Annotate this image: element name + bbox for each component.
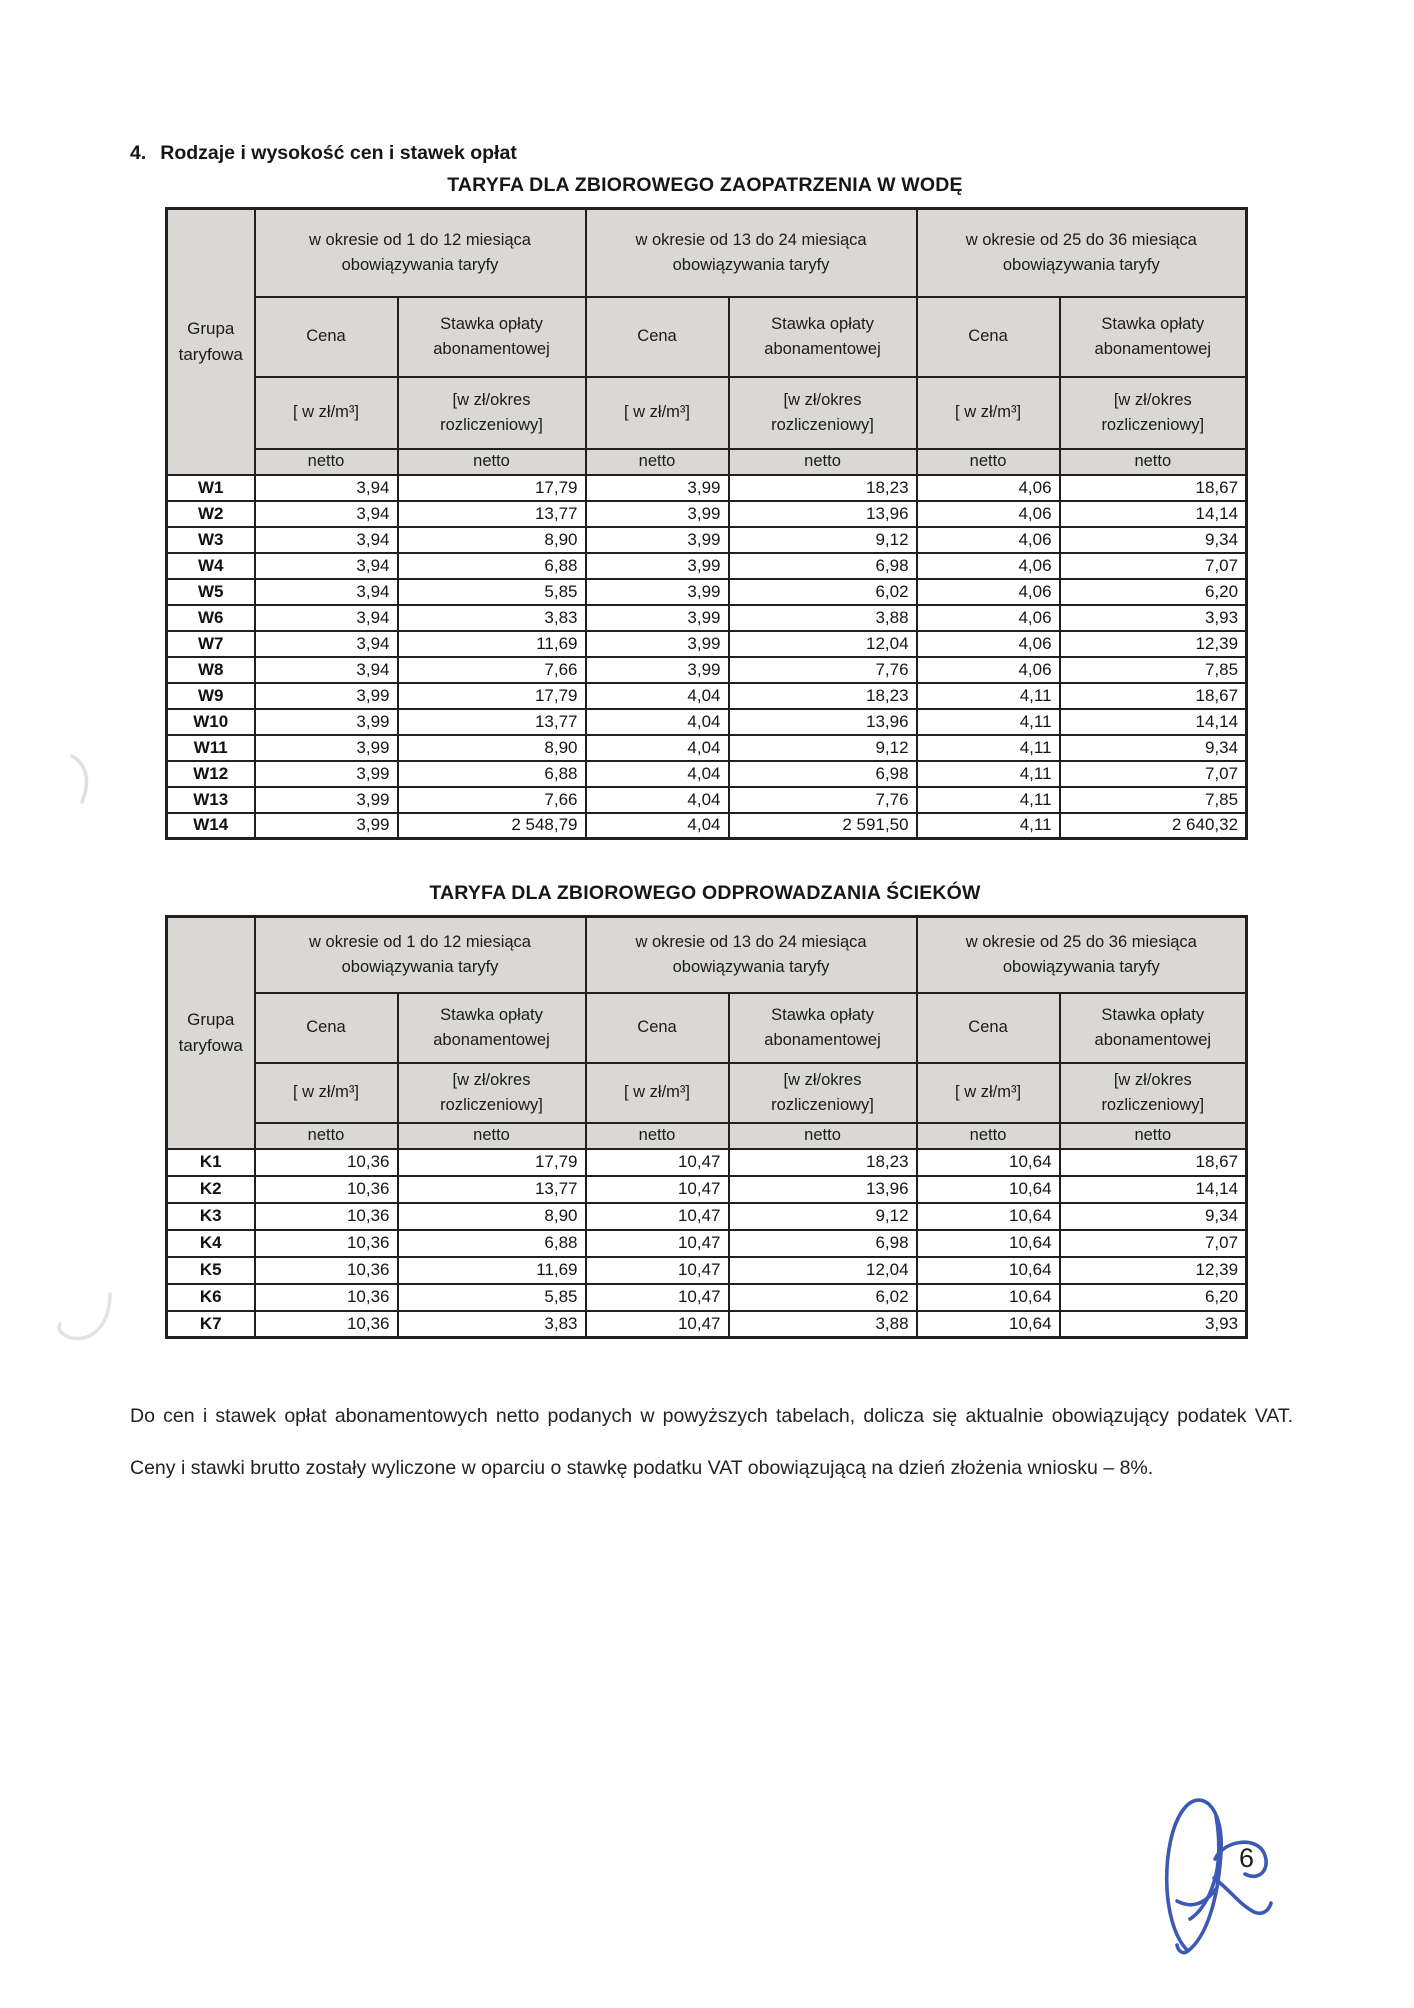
netto-label: netto (1060, 449, 1247, 475)
tariff-group-cell: W1 (167, 475, 255, 501)
water-table-body (167, 475, 1247, 839)
value-cell: 6,20 (1060, 579, 1247, 605)
value-cell: 3,83 (398, 605, 586, 631)
value-cell: 10,47 (586, 1176, 729, 1203)
tariff-group-cell: K4 (167, 1230, 255, 1257)
netto-label: netto (398, 449, 586, 475)
tariff-group-cell: W9 (167, 683, 255, 709)
fee-unit: [w zł/okres rozliczeniowy] (729, 377, 917, 449)
value-cell: 3,94 (255, 501, 398, 527)
fee-header: Stawka opłaty abonamentowej (729, 297, 917, 377)
fee-header: Stawka opłaty abonamentowej (398, 993, 586, 1063)
value-cell: 4,06 (917, 579, 1060, 605)
value-cell: 3,99 (255, 813, 398, 839)
price-header: Cena (586, 993, 729, 1063)
value-cell: 18,67 (1060, 1149, 1247, 1176)
value-cell: 4,11 (917, 735, 1060, 761)
value-cell: 14,14 (1060, 709, 1247, 735)
period-2-header: w okresie od 13 do 24 miesiąca obowiązywania taryfy (586, 917, 917, 993)
value-cell: 12,04 (729, 1257, 917, 1284)
netto-label: netto (255, 449, 398, 475)
table-row (167, 787, 1247, 813)
value-cell: 10,36 (255, 1149, 398, 1176)
section-title: Rodzaje i wysokość cen i stawek opłat (160, 142, 517, 164)
value-cell: 8,90 (398, 735, 586, 761)
tariff-group-cell: W5 (167, 579, 255, 605)
fee-header: Stawka opłaty abonamentowej (1060, 297, 1247, 377)
fee-header: Stawka opłaty abonamentowej (1060, 993, 1247, 1063)
tariff-group-cell: K5 (167, 1257, 255, 1284)
value-cell: 10,64 (917, 1203, 1060, 1230)
value-cell: 4,04 (586, 735, 729, 761)
value-cell: 10,36 (255, 1311, 398, 1338)
value-cell: 9,34 (1060, 735, 1247, 761)
value-cell: 4,06 (917, 605, 1060, 631)
value-cell: 7,66 (398, 657, 586, 683)
value-cell: 6,88 (398, 761, 586, 787)
period-1-header: w okresie od 1 do 12 miesiąca obowiązywania taryfy (255, 209, 586, 297)
value-cell: 3,88 (729, 1311, 917, 1338)
value-cell: 6,20 (1060, 1284, 1247, 1311)
table-row (167, 761, 1247, 787)
value-cell: 11,69 (398, 1257, 586, 1284)
netto-label: netto (729, 1123, 917, 1149)
value-cell: 5,85 (398, 579, 586, 605)
value-cell: 3,94 (255, 527, 398, 553)
tariff-group-cell: W3 (167, 527, 255, 553)
table-row (167, 735, 1247, 761)
value-cell: 4,11 (917, 813, 1060, 839)
table-row (167, 579, 1247, 605)
price-unit: [ w zł/m³] (586, 377, 729, 449)
value-cell: 4,06 (917, 527, 1060, 553)
value-cell: 6,02 (729, 1284, 917, 1311)
group-column-header: Grupa taryfowa (167, 917, 255, 1149)
fee-unit: [w zł/okres rozliczeniowy] (1060, 1063, 1247, 1123)
netto-label: netto (255, 1123, 398, 1149)
value-cell: 7,07 (1060, 1230, 1247, 1257)
value-cell: 4,04 (586, 813, 729, 839)
water-table-title: TARYFA DLA ZBIOROWEGO ZAOPATRZENIA W WODĘ (447, 174, 963, 196)
value-cell: 3,99 (255, 709, 398, 735)
tariff-group-cell: W7 (167, 631, 255, 657)
value-cell: 12,39 (1060, 1257, 1247, 1284)
value-cell: 3,93 (1060, 605, 1247, 631)
value-cell: 9,12 (729, 1203, 917, 1230)
value-cell: 13,96 (729, 501, 917, 527)
value-cell: 6,98 (729, 1230, 917, 1257)
netto-label: netto (586, 449, 729, 475)
value-cell: 6,88 (398, 553, 586, 579)
value-cell: 18,67 (1060, 475, 1247, 501)
value-cell: 17,79 (398, 1149, 586, 1176)
value-cell: 9,34 (1060, 527, 1247, 553)
table-row (167, 475, 1247, 501)
value-cell: 4,04 (586, 787, 729, 813)
fee-unit: [w zł/okres rozliczeniowy] (398, 377, 586, 449)
value-cell: 2 548,79 (398, 813, 586, 839)
value-cell: 3,99 (586, 501, 729, 527)
price-unit: [ w zł/m³] (255, 1063, 398, 1123)
table-row (167, 501, 1247, 527)
tariff-group-cell: W12 (167, 761, 255, 787)
page-number: 6 (1239, 1843, 1255, 1873)
table-row (167, 631, 1247, 657)
sewage-table-title: TARYFA DLA ZBIOROWEGO ODPROWADZANIA ŚCIEKÓW (429, 882, 981, 904)
value-cell: 7,07 (1060, 553, 1247, 579)
group-column-header: Grupa taryfowa (167, 209, 255, 475)
price-header: Cena (917, 993, 1060, 1063)
value-cell: 10,64 (917, 1284, 1060, 1311)
stray-ink-mark (48, 1278, 123, 1358)
fee-header: Stawka opłaty abonamentowej (398, 297, 586, 377)
value-cell: 4,04 (586, 709, 729, 735)
price-header: Cena (917, 297, 1060, 377)
value-cell: 14,14 (1060, 1176, 1247, 1203)
value-cell: 3,99 (255, 787, 398, 813)
value-cell: 9,12 (729, 735, 917, 761)
table-row (167, 813, 1247, 839)
value-cell: 3,83 (398, 1311, 586, 1338)
value-cell: 6,98 (729, 553, 917, 579)
value-cell: 3,99 (586, 553, 729, 579)
table-row (167, 1257, 1247, 1284)
table-row (167, 709, 1247, 735)
price-unit: [ w zł/m³] (586, 1063, 729, 1123)
tariff-group-cell: W4 (167, 553, 255, 579)
sewage-table-header (167, 917, 1247, 1149)
price-header: Cena (255, 297, 398, 377)
price-unit: [ w zł/m³] (255, 377, 398, 449)
value-cell: 10,47 (586, 1284, 729, 1311)
tariff-group-cell: W14 (167, 813, 255, 839)
netto-label: netto (398, 1123, 586, 1149)
tariff-group-cell: K2 (167, 1176, 255, 1203)
vat-note: Do cen i stawek opłat abonamentowych netto podanych w powyższych tabelach, dolicza się aktualnie obowiązujący podatek VAT. Ceny i stawki brutto zostały wyliczone w oparciu o stawkę podatku VAT obowiązującą na dzień złożenia wniosku – 8%. (130, 1404, 1293, 1479)
value-cell: 10,36 (255, 1176, 398, 1203)
tariff-group-cell: W13 (167, 787, 255, 813)
netto-label: netto (1060, 1123, 1247, 1149)
price-header: Cena (255, 993, 398, 1063)
tariff-group-cell: K6 (167, 1284, 255, 1311)
value-cell: 6,88 (398, 1230, 586, 1257)
value-cell: 3,99 (255, 761, 398, 787)
value-cell: 5,85 (398, 1284, 586, 1311)
value-cell: 18,23 (729, 683, 917, 709)
signature-scribble (1167, 1800, 1271, 1953)
netto-label: netto (729, 449, 917, 475)
value-cell: 13,77 (398, 1176, 586, 1203)
value-cell: 7,85 (1060, 787, 1247, 813)
netto-label: netto (586, 1123, 729, 1149)
value-cell: 10,64 (917, 1230, 1060, 1257)
value-cell: 3,88 (729, 605, 917, 631)
value-cell: 12,39 (1060, 631, 1247, 657)
signature (1120, 1768, 1380, 2008)
value-cell: 4,04 (586, 761, 729, 787)
table-row (167, 657, 1247, 683)
value-cell: 9,12 (729, 527, 917, 553)
value-cell: 10,64 (917, 1176, 1060, 1203)
value-cell: 10,36 (255, 1284, 398, 1311)
value-cell: 4,04 (586, 683, 729, 709)
value-cell: 7,76 (729, 787, 917, 813)
value-cell: 3,94 (255, 605, 398, 631)
value-cell: 3,99 (255, 735, 398, 761)
value-cell: 14,14 (1060, 501, 1247, 527)
value-cell: 4,06 (917, 553, 1060, 579)
value-cell: 10,36 (255, 1257, 398, 1284)
period-3-header: w okresie od 25 do 36 miesiąca obowiązywania taryfy (917, 917, 1247, 993)
value-cell: 10,64 (917, 1149, 1060, 1176)
value-cell: 3,99 (586, 475, 729, 501)
tariff-group-cell: W10 (167, 709, 255, 735)
tariff-group-cell: K1 (167, 1149, 255, 1176)
value-cell: 4,11 (917, 683, 1060, 709)
sewage-tariff-section (165, 882, 1245, 1339)
value-cell: 13,96 (729, 1176, 917, 1203)
stray-ink-mark (58, 748, 108, 810)
value-cell: 8,90 (398, 527, 586, 553)
value-cell: 18,67 (1060, 683, 1247, 709)
value-cell: 10,47 (586, 1230, 729, 1257)
value-cell: 10,36 (255, 1230, 398, 1257)
value-cell: 7,76 (729, 657, 917, 683)
price-unit: [ w zł/m³] (917, 1063, 1060, 1123)
tariff-group-cell: K3 (167, 1203, 255, 1230)
value-cell: 10,47 (586, 1311, 729, 1338)
value-cell: 18,23 (729, 475, 917, 501)
value-cell: 13,77 (398, 709, 586, 735)
table-row (167, 1284, 1247, 1311)
fee-unit: [w zł/okres rozliczeniowy] (1060, 377, 1247, 449)
value-cell: 4,06 (917, 657, 1060, 683)
value-cell: 2 640,32 (1060, 813, 1247, 839)
table-row (167, 1203, 1247, 1230)
water-table-header (167, 209, 1247, 475)
value-cell: 10,47 (586, 1149, 729, 1176)
value-cell: 17,79 (398, 475, 586, 501)
value-cell: 4,06 (917, 475, 1060, 501)
value-cell: 4,06 (917, 501, 1060, 527)
value-cell: 10,64 (917, 1257, 1060, 1284)
table-row (167, 1176, 1247, 1203)
price-unit: [ w zł/m³] (917, 377, 1060, 449)
fee-unit: [w zł/okres rozliczeniowy] (729, 1063, 917, 1123)
value-cell: 3,99 (586, 657, 729, 683)
fee-unit: [w zł/okres rozliczeniowy] (398, 1063, 586, 1123)
value-cell: 8,90 (398, 1203, 586, 1230)
value-cell: 3,94 (255, 579, 398, 605)
water-tariff-table (165, 207, 1248, 840)
value-cell: 4,11 (917, 709, 1060, 735)
tariff-group-cell: W8 (167, 657, 255, 683)
value-cell: 18,23 (729, 1149, 917, 1176)
value-cell: 3,94 (255, 475, 398, 501)
table-row (167, 1311, 1247, 1338)
netto-label: netto (917, 1123, 1060, 1149)
value-cell: 4,06 (917, 631, 1060, 657)
tariff-group-cell: K7 (167, 1311, 255, 1338)
value-cell: 3,99 (586, 631, 729, 657)
value-cell: 10,47 (586, 1257, 729, 1284)
period-2-header: w okresie od 13 do 24 miesiąca obowiązywania taryfy (586, 209, 917, 297)
table-row (167, 527, 1247, 553)
value-cell: 10,64 (917, 1311, 1060, 1338)
section-heading (130, 142, 517, 165)
value-cell: 17,79 (398, 683, 586, 709)
section-number: 4. (130, 142, 147, 164)
value-cell: 3,99 (255, 683, 398, 709)
value-cell: 3,99 (586, 527, 729, 553)
value-cell: 4,11 (917, 761, 1060, 787)
sewage-table-body (167, 1149, 1247, 1338)
table-row (167, 553, 1247, 579)
table-row (167, 1149, 1247, 1176)
table-row (167, 605, 1247, 631)
value-cell: 3,93 (1060, 1311, 1247, 1338)
table-row (167, 683, 1247, 709)
value-cell: 13,77 (398, 501, 586, 527)
value-cell: 9,34 (1060, 1203, 1247, 1230)
value-cell: 6,98 (729, 761, 917, 787)
table-row (167, 1230, 1247, 1257)
value-cell: 13,96 (729, 709, 917, 735)
value-cell: 6,02 (729, 579, 917, 605)
water-tariff-section (165, 174, 1245, 840)
value-cell: 12,04 (729, 631, 917, 657)
sewage-tariff-table (165, 915, 1248, 1339)
price-header: Cena (586, 297, 729, 377)
value-cell: 11,69 (398, 631, 586, 657)
value-cell: 3,99 (586, 605, 729, 631)
tariff-group-cell: W2 (167, 501, 255, 527)
value-cell: 3,99 (586, 579, 729, 605)
tariff-group-cell: W6 (167, 605, 255, 631)
value-cell: 7,66 (398, 787, 586, 813)
value-cell: 3,94 (255, 631, 398, 657)
value-cell: 10,36 (255, 1203, 398, 1230)
value-cell: 4,11 (917, 787, 1060, 813)
value-cell: 7,85 (1060, 657, 1247, 683)
tariff-group-cell: W11 (167, 735, 255, 761)
netto-label: netto (917, 449, 1060, 475)
value-cell: 3,94 (255, 553, 398, 579)
value-cell: 2 591,50 (729, 813, 917, 839)
period-3-header: w okresie od 25 do 36 miesiąca obowiązywania taryfy (917, 209, 1247, 297)
value-cell: 3,94 (255, 657, 398, 683)
fee-header: Stawka opłaty abonamentowej (729, 993, 917, 1063)
value-cell: 10,47 (586, 1203, 729, 1230)
period-1-header: w okresie od 1 do 12 miesiąca obowiązywania taryfy (255, 917, 586, 993)
value-cell: 7,07 (1060, 761, 1247, 787)
